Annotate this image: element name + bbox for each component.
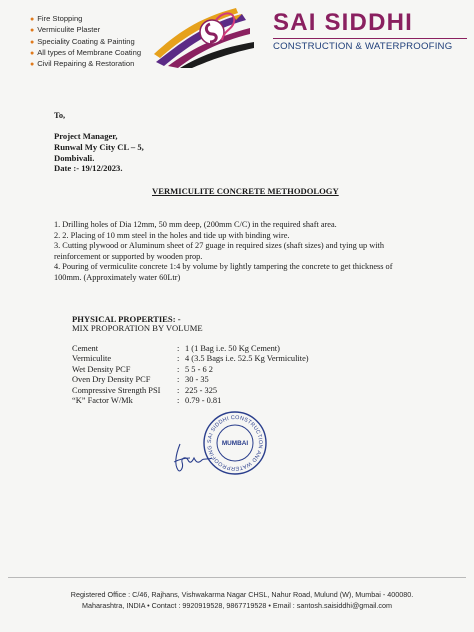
property-name: Compressive Strength PSI [72,385,161,395]
property-name: Oven Dry Density PCF [72,375,151,385]
step-line: 4. Pouring of vermiculite concrete 1:4 by volume by lightly tampering the concrete to get thickness of [54,262,393,272]
property-value: 5 5 - 6 2 [185,364,213,374]
stamp-center-text: MUMBAI [221,440,249,447]
mix-proportion-heading: MIX PROPORATION BY VOLUME [72,323,203,333]
bullet-icon: ● [30,27,35,35]
step-line: reinforcement or supported by wooden prop. [54,251,203,261]
service-item: ● Vermiculite Plaster [30,25,101,35]
bullet-icon: ● [30,38,35,46]
footer-address: Registered Office : C/46, Rajhans, Vishwakarma Nagar CHSL, Nahur Road, Mulund (W), Mumbai - 400080. [70,590,414,599]
property-row [72,354,309,364]
property-row [72,344,309,354]
service-item: ● Speciality Coating & Painting [30,36,135,46]
brand-tagline: CONSTRUCTION & WATERPROOFING [273,41,453,52]
property-colon: : [177,385,180,395]
recipient-line: Dombivali. [54,152,95,163]
property-name: “K” Factor W/Mk [72,396,133,406]
recipient-line: Project Manager, [54,131,118,141]
bullet-icon: ● [30,61,35,69]
service-item: ● Civil Repairing & Restoration [30,59,135,69]
signature-icon [168,440,214,476]
property-value: 225 - 325 [185,385,218,395]
property-row [72,396,309,406]
property-value: 0.79 - 0.81 [185,396,222,406]
properties-table [72,344,309,406]
brand-name: SAI SIDDHI [273,9,414,36]
property-colon: : [177,354,180,364]
step-line: 1. Drilling holes of Dia 12mm, 50 mm deep, (200mm C/C) in the required shaft area. [54,220,337,229]
bullet-icon: ● [30,49,35,57]
property-row [72,375,309,385]
property-row [72,386,309,396]
service-item: ● Fire Stopping [30,14,83,23]
property-name: Cement [72,344,99,353]
physical-properties-heading: PHYSICAL PROPERTIES: - [72,314,181,324]
property-name: Vermiculite [72,354,112,364]
property-colon: : [177,364,180,374]
property-name: Wet Density PCF [72,364,131,374]
property-value: 4 (3.5 Bags i.e. 52.5 Kg Vermiculite) [185,354,309,364]
recipient-address [54,131,144,174]
step-line: 100mm. (Approximately water 60Ltr) [54,272,181,282]
property-colon: : [177,375,180,385]
recipient-line: Runwal My City CL – 5, [54,141,144,152]
property-colon: : [177,344,180,353]
document-title: VERMICULITE CONCRETE METHODOLOGY [152,186,339,196]
step-line: 2. 2. Placing of 10 mm steel in the holes and tide up with binding wire. [54,230,290,240]
letter-date: Date :- 19/12/2023. [54,163,123,174]
property-row [72,365,309,375]
property-value: 30 - 35 [185,375,209,385]
step-line: 3. Cutting plywood or Aluminum sheet of 27 guage in required sizes (shaft sizes) and tying up with [54,241,384,251]
methodology-steps [54,220,392,284]
salutation-to: To, [54,111,66,120]
footer [0,590,474,612]
stamp-ring-text: SAI SIDDHI CONSTRUCTION AND WATERPROOFING [206,414,264,472]
property-value: 1 (1 Bag i.e. 50 Kg Cement) [185,344,280,353]
footer-contact: Maharashtra, INDIA • Contact : 9920919528, 9867719528 • Email : santosh.saisiddhi@gmail.com [82,600,392,610]
bullet-icon: ● [30,16,35,23]
property-colon: : [177,396,180,406]
footer-divider [8,577,466,578]
service-item: ● All types of Membrane Coating [30,47,142,57]
